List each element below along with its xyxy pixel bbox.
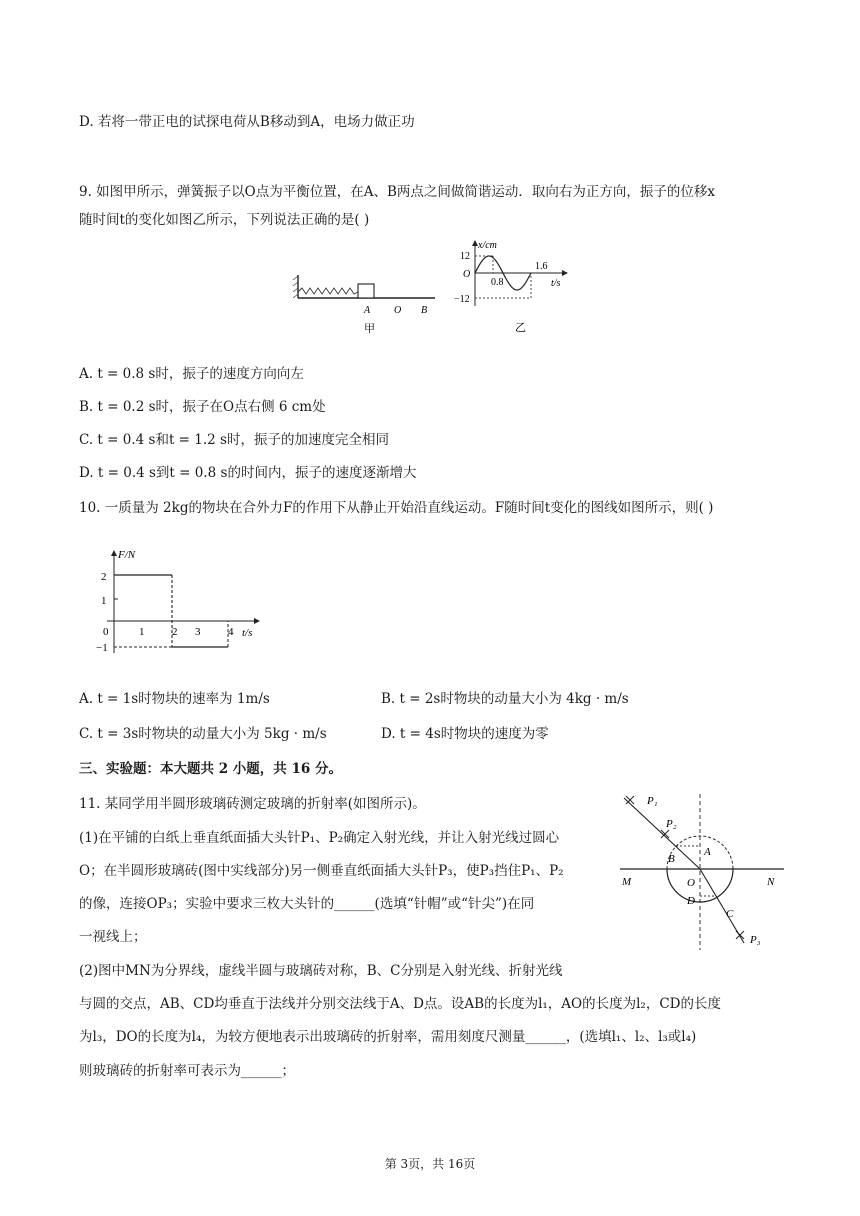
t-arrow bbox=[254, 618, 260, 624]
caption-yi: 乙 bbox=[515, 322, 526, 334]
label-n: N bbox=[767, 876, 775, 888]
q9-stem-line2: 随时间t的变化如图乙所示，下列说法正确的是( ) bbox=[79, 212, 370, 228]
q9-figure-jia bbox=[290, 270, 440, 340]
q9-option-d: D. t = 0.4 s到t = 0.8 s的时间内，振子的速度逐渐增大 bbox=[79, 465, 417, 481]
tick-t-1: 1 bbox=[139, 626, 145, 638]
q10-stem: 10. 一质量为 2kg的物块在合外力F的作用下从静止开始沿直线运动。F随时间t变化的图线如图所示，则( ) bbox=[79, 500, 714, 516]
pin-p3-mark bbox=[736, 931, 744, 939]
q10-option-d: D. t = 4s时物块的速度为零 bbox=[381, 726, 549, 742]
incident-ray bbox=[624, 798, 700, 869]
label-b: B bbox=[421, 305, 428, 316]
q11-line8: 为l₃，DO的长度为l₄，为较方便地表示出玻璃砖的折射率，需用刻度尺测量______，(选填l₁、l₂、l₃或l₄) bbox=[79, 1029, 697, 1045]
tick-f-2: 2 bbox=[101, 571, 107, 583]
pin-p1-mark bbox=[626, 796, 634, 804]
spring bbox=[298, 288, 358, 294]
q10-option-b: B. t = 2s时物块的动量大小为 4kg · m/s bbox=[381, 691, 629, 707]
tick-t-3: 3 bbox=[195, 626, 201, 638]
q11-line4: 的像，连接OP₃；实验中要求三枚大头针的______(选填“针帽”或“针尖”)在同 bbox=[79, 896, 535, 912]
label-c: C bbox=[726, 908, 734, 920]
tick-origin: O bbox=[463, 269, 471, 280]
q9-stem-line1: 9. 如图甲所示，弹簧振子以O点为平衡位置，在A、B两点之间做简谐运动．取向右为正方向，振子的位移x bbox=[79, 184, 716, 200]
q11-line9: 则玻璃砖的折射率可表示为______； bbox=[79, 1063, 295, 1079]
q10-option-a: A. t = 1s时物块的速率为 1m/s bbox=[79, 691, 270, 707]
label-p1: P₁ bbox=[647, 795, 658, 807]
q11-line1: 11. 某同学用半圆形玻璃砖测定玻璃的折射率(如图所示)。 bbox=[79, 796, 426, 812]
q11-line3: O；在半圆形玻璃砖(图中实线部分)另一侧垂直纸面插大头针P₃，使P₃挡住P₁、P₂ bbox=[79, 863, 564, 879]
label-p2: P₂ bbox=[666, 818, 677, 830]
tick-t-4: 4 bbox=[228, 626, 234, 638]
label-a: A bbox=[364, 305, 371, 316]
caption-jia: 甲 bbox=[364, 323, 375, 335]
tick-0.8: 0.8 bbox=[491, 277, 504, 288]
tick-f-neg1: −1 bbox=[96, 642, 108, 654]
q9-option-a: A. t = 0.8 s时，振子的速度方向向左 bbox=[79, 366, 304, 382]
section-3-title: 三、实验题：本大题共 2 小题，共 16 分。 bbox=[79, 761, 342, 777]
label-b: B bbox=[668, 853, 675, 865]
tick-12: 12 bbox=[460, 251, 470, 262]
f-arrow bbox=[111, 550, 117, 556]
q11-line6: (2)图中MN为分界线，虚线半圆与玻璃砖对称，B、C分别是入射光线、折射光线 bbox=[79, 963, 563, 979]
label-d: D bbox=[687, 895, 695, 907]
tick-1.6: 1.6 bbox=[535, 261, 548, 272]
tick-origin-0: 0 bbox=[103, 626, 109, 638]
q11-line2: (1)在平铺的白纸上垂直纸面插大头针P₁、P₂确定入射光线，并让入射光线过圆心 bbox=[79, 830, 560, 846]
q11-refraction-figure bbox=[612, 790, 792, 955]
label-o: O bbox=[394, 305, 402, 316]
f-axis-label: F/N bbox=[118, 549, 136, 561]
page-footer: 第 3页，共 16页 bbox=[384, 1157, 476, 1171]
tick-neg12: −12 bbox=[454, 294, 470, 305]
label-a: A bbox=[704, 846, 711, 858]
q9-option-c: C. t = 0.4 s和t = 1.2 s时，振子的加速度完全相同 bbox=[79, 432, 389, 448]
y-axis-label: x/cm bbox=[478, 240, 497, 251]
q9-figure-yi bbox=[445, 236, 575, 336]
x-axis-label: t/s bbox=[551, 278, 561, 289]
q10-f-t-graph bbox=[92, 543, 272, 663]
q9-option-b: B. t = 0.2 s时，振子在O点右侧 6 cm处 bbox=[79, 399, 326, 415]
label-o: O bbox=[687, 877, 695, 889]
q11-line5: 一视线上； bbox=[79, 929, 147, 945]
tick-t-2: 2 bbox=[172, 626, 178, 638]
t-axis-label: t/s bbox=[242, 627, 253, 639]
q8-option-d: D. 若将一带正电的试探电荷从B移动到A，电场力做正功 bbox=[79, 114, 415, 130]
oscillator-block bbox=[358, 284, 374, 298]
q11-line7: 与圆的交点，AB、CD均垂直于法线并分别交法线于A、D点。设AB的长度为l₁，AO的长度为l₂，CD的长度 bbox=[79, 996, 721, 1012]
q10-option-c: C. t = 3s时物块的动量大小为 5kg · m/s bbox=[79, 726, 327, 742]
wall-hatching bbox=[293, 276, 298, 298]
x-arrow bbox=[562, 270, 568, 276]
label-m: M bbox=[622, 876, 632, 888]
tick-f-1: 1 bbox=[101, 595, 107, 607]
label-p3: P₃ bbox=[750, 934, 761, 946]
